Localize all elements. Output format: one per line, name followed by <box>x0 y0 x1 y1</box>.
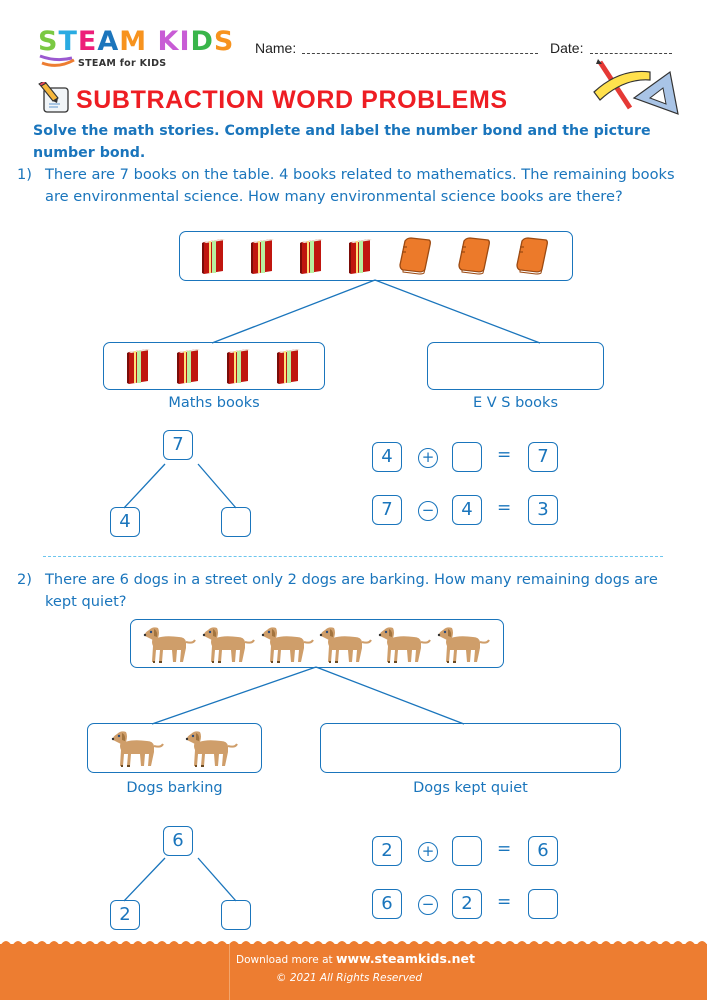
eq2-a: 6 <box>372 889 402 919</box>
red-book-icon <box>250 238 276 274</box>
eq1-a: 2 <box>372 836 402 866</box>
dog-icon <box>378 624 432 664</box>
logo-letter: K <box>157 26 180 57</box>
date-field[interactable] <box>590 53 672 54</box>
ruler-set-square-pencil-icon <box>590 58 686 118</box>
equals-sign: = <box>497 445 512 465</box>
eq1-a: 4 <box>372 442 402 472</box>
problem-1-question <box>17 164 677 208</box>
dog-icon <box>437 624 491 664</box>
red-book-icon <box>299 238 325 274</box>
eq2-b: 4 <box>452 495 482 525</box>
orange-book-icon <box>456 237 492 275</box>
eq2-a: 7 <box>372 495 402 525</box>
problem-text: There are 7 books on the table. 4 books related to mathematics. The remaining books are environmental science. How many environmental science books are there? <box>45 166 675 205</box>
logo-letter: M <box>119 26 148 57</box>
footer-divider <box>229 944 230 1000</box>
eq1-c: 6 <box>528 836 558 866</box>
part-left-label: Dogs barking <box>126 780 223 796</box>
logo-letter: D <box>190 26 214 57</box>
dog-icon <box>143 624 197 664</box>
logo-letter: S <box>213 26 235 57</box>
page-title: SUBTRACTION WORD PROBLEMS <box>76 86 508 114</box>
orange-book-icon <box>397 237 433 275</box>
instructions: Solve the math stories. Complete and label the number bond and the picture number bond. <box>33 123 651 161</box>
name-label: Name: <box>255 40 297 56</box>
eq1-b[interactable] <box>452 836 482 866</box>
red-book-icon <box>276 348 302 384</box>
pencil-scroll-icon <box>38 82 72 116</box>
bond-whole: 7 <box>163 430 193 460</box>
part-left-label: Maths books <box>168 395 260 411</box>
eq2-c[interactable] <box>528 889 558 919</box>
equals-sign: = <box>497 892 512 912</box>
problem-number: 1) <box>17 166 32 183</box>
problem-2-question <box>17 569 677 613</box>
eq1-c: 7 <box>528 442 558 472</box>
logo-letter: I <box>179 26 191 57</box>
footer-url-link[interactable]: www.steamkids.net <box>335 951 476 966</box>
dog-icon <box>261 624 315 664</box>
part-right-picture-box[interactable] <box>427 342 604 390</box>
dog-icon <box>319 624 373 664</box>
dog-icon <box>111 728 165 768</box>
equals-sign: = <box>497 498 512 518</box>
logo-letter: E <box>77 26 98 57</box>
section-divider <box>43 556 663 557</box>
part-left-picture-box <box>103 342 325 390</box>
equals-sign: = <box>497 839 512 859</box>
logo-swoosh-icon <box>38 52 78 70</box>
plus-icon: + <box>418 448 438 468</box>
logo-letter: A <box>97 26 120 57</box>
bond-right[interactable] <box>221 507 251 537</box>
dog-icon <box>202 624 256 664</box>
minus-icon: − <box>418 895 438 915</box>
brand-logo <box>38 28 234 55</box>
name-field[interactable] <box>302 53 538 54</box>
logo-letter: T <box>58 26 78 57</box>
part-right-label: Dogs kept quiet <box>413 780 528 796</box>
footer-download <box>236 951 475 966</box>
logo-letter: S <box>38 26 59 57</box>
dog-icon <box>185 728 239 768</box>
part-right-picture-box[interactable] <box>320 723 621 773</box>
footer-download-prefix: Download more at <box>236 954 333 966</box>
whole-picture-box <box>179 231 573 281</box>
bond-right[interactable] <box>221 900 251 930</box>
red-book-icon <box>201 238 227 274</box>
problem-number: 2) <box>17 571 32 588</box>
red-book-icon <box>226 348 252 384</box>
brand-tagline: STEAM for KIDS <box>78 58 167 69</box>
eq1-b[interactable] <box>452 442 482 472</box>
red-book-icon <box>176 348 202 384</box>
eq2-c[interactable]: 3 <box>528 495 558 525</box>
minus-icon: − <box>418 501 438 521</box>
orange-book-icon <box>514 237 550 275</box>
logo-letter <box>147 26 157 57</box>
problem-text: There are 6 dogs in a street only 2 dogs are barking. How many remaining dogs are kept quiet? <box>45 571 658 610</box>
part-right-label: E V S books <box>472 395 558 411</box>
red-book-icon <box>348 238 374 274</box>
part-left-picture-box <box>87 723 262 773</box>
whole-picture-box <box>130 619 504 668</box>
eq2-b: 2 <box>452 889 482 919</box>
bond-left: 2 <box>110 900 140 930</box>
bond-left: 4 <box>110 507 140 537</box>
footer-copyright: © 2021 All Rights Reserved <box>276 972 423 984</box>
red-book-icon <box>126 348 152 384</box>
date-label: Date: <box>550 40 584 56</box>
plus-icon: + <box>418 842 438 862</box>
bond-whole: 6 <box>163 826 193 856</box>
